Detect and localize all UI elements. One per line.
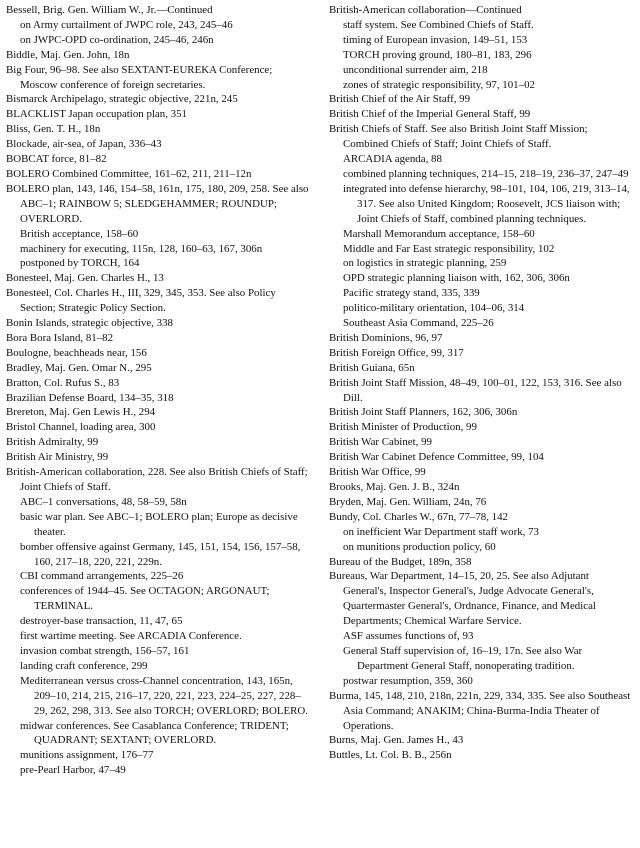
index-subentry: Middle and Far East strategic responsibility, 102 xyxy=(343,242,555,255)
index-subentry: first wartime meeting. See ARCADIA Conference. xyxy=(20,630,242,643)
index-entry: British War Office, 99 xyxy=(329,466,426,479)
index-entry: Brooks, Maj. Gen. J. B., 324n xyxy=(329,481,460,493)
index-entry: Brazilian Defense Board, 134–35, 318 xyxy=(6,391,174,404)
index-column-right xyxy=(329,3,635,763)
index-subentry: CBI command arrangements, 225–26 xyxy=(20,570,184,583)
index-subentry: postwar resumption, 359, 360 xyxy=(343,674,473,687)
index-subentry: Southeast Asia Command, 225–26 xyxy=(343,317,494,330)
index-subentry: ABC–1 conversations, 48, 58–59, 58n xyxy=(20,495,187,508)
index-entry: Bureau of the Budget, 189n, 358 xyxy=(329,555,472,568)
index-subentry: midwar conferences. See Casablanca Conference; TRIDENT; QUADRANT; SEXTANT; OVERLORD. xyxy=(20,719,289,747)
index-entry: British-American collaboration—Continued xyxy=(329,4,522,16)
index-subentry: ARCADIA agenda, 88 xyxy=(343,153,442,166)
index-entry: Bradley, Maj. Gen. Omar N., 295 xyxy=(6,361,152,374)
index-subentry: basic war plan. See ABC–1; BOLERO plan; Europe as decisive theater. xyxy=(20,510,298,538)
index-entry: British Dominions, 96, 97 xyxy=(329,331,443,344)
index-entry: Buttles, Lt. Col. B. B., 256n xyxy=(329,749,452,762)
index-subentry: integrated into defense hierarchy, 98–101, 104, 106, 219, 313–14, 317. See also United Kingdom; Roosevelt, JCS liaison with; Joint Chiefs of Staff, combined planning techniques. xyxy=(343,182,630,225)
index-entry: Blockade, air-sea, of Japan, 336–43 xyxy=(6,138,162,151)
index-entry: Burns, Maj. Gen. James H., 43 xyxy=(329,734,464,747)
index-entry: Bureaus, War Department, 14–15, 20, 25. See also Adjutant General's, Inspector General's, Judge Advocate General's, Quartermaster General's, Ordnance, Finance, and Medical Departments; Chemical Warfare Service. xyxy=(329,570,596,628)
index-subentry: timing of European invasion, 149–51, 153 xyxy=(343,33,528,46)
index-subentry: postponed by TORCH, 164 xyxy=(20,257,140,270)
index-subentry: General Staff supervision of, 16–19, 17n. See also War Department General Staff, nonoperating tradition. xyxy=(343,644,583,672)
index-entry: British Admiralty, 99 xyxy=(6,436,99,449)
index-entry: British War Cabinet Defence Committee, 99, 104 xyxy=(329,451,544,464)
index-entry: British Chief of the Air Staff, 99 xyxy=(329,93,471,106)
index-entry: Bundy, Col. Charles W., 67n, 77–78, 142 xyxy=(329,510,508,523)
index-entry: British War Cabinet, 99 xyxy=(329,436,432,449)
index-entry: British Minister of Production, 99 xyxy=(329,421,477,434)
index-entry: Bristol Channel, loading area, 300 xyxy=(6,421,156,434)
index-subentry: on logistics in strategic planning, 259 xyxy=(343,257,507,270)
index-entry: Bonesteel, Col. Charles H., III, 329, 345, 353. See also Policy Section; Strategic Policy Section. xyxy=(6,287,276,315)
index-subentry: invasion combat strength, 156–57, 161 xyxy=(20,644,190,657)
index-subentry: landing craft conference, 299 xyxy=(20,659,148,672)
index-subentry: TORCH proving ground, 180–81, 183, 296 xyxy=(343,48,532,61)
index-subentry: destroyer-base transaction, 11, 47, 65 xyxy=(20,615,183,628)
index-entry: Bora Bora Island, 81–82 xyxy=(6,331,114,344)
index-subentry: Mediterranean versus cross-Channel concentration, 143, 165n, 209–10, 214, 215, 216–17, 220, 221, 223, 224–25, 227, 228–29, 262, 298, 313. See also TORCH; OVERLORD; BOLERO. xyxy=(20,674,308,717)
index-entry: British Chiefs of Staff. See also British Joint Staff Mission; Combined Chiefs of Staff; Joint Chiefs of Staff. xyxy=(329,123,588,151)
index-entry: BOLERO Combined Committee, 161–62, 211, 211–12n xyxy=(6,167,252,180)
index-entry: British Guiana, 65n xyxy=(329,361,415,374)
index-entry: British Air Ministry, 99 xyxy=(6,451,109,464)
index-entry: Boulogne, beachheads near, 156 xyxy=(6,346,147,359)
index-subentry: British acceptance, 158–60 xyxy=(20,227,139,240)
index-entry: Big Four, 96–98. See also SEXTANT-EUREKA Conference; Moscow conference of foreign secretaries. xyxy=(6,63,273,91)
index-subentry: OPD strategic planning liaison with, 162, 306, 306n xyxy=(343,272,570,285)
index-entry: Bonesteel, Maj. Gen. Charles H., 13 xyxy=(6,272,164,285)
index-entry: British Joint Staff Planners, 162, 306, 306n xyxy=(329,406,518,419)
index-subentry: staff system. See Combined Chiefs of Staff. xyxy=(343,18,534,31)
index-subentry: zones of strategic responsibility, 97, 101–02 xyxy=(343,78,535,91)
index-subentry: machinery for executing, 115n, 128, 160–63, 167, 306n xyxy=(20,242,263,255)
index-entry: Bliss, Gen. T. H., 18n xyxy=(6,123,101,136)
index-subentry: on JWPC-OPD co-ordination, 245–46, 246n xyxy=(20,33,214,46)
index-entry: British Chief of the Imperial General Staff, 99 xyxy=(329,108,531,121)
index-subentry: on munitions production policy, 60 xyxy=(343,540,496,553)
index-subentry: Marshall Memorandum acceptance, 158–60 xyxy=(343,227,535,240)
index-subentry: bomber offensive against Germany, 145, 151, 154, 156, 157–58, 160, 217–18, 220, 221, 229n. xyxy=(20,540,301,568)
index-subentry: combined planning techniques, 214–15, 218–19, 236–37, 247–49 xyxy=(343,167,629,180)
index-entry: British Joint Staff Mission, 48–49, 100–01, 122, 153, 316. See also Dill. xyxy=(329,376,622,404)
index-entry: Burma, 145, 148, 210, 218n, 221n, 229, 334, 335. See also Southeast Asia Command; ANAKIM; China-Burma-India Theater of Operations. xyxy=(329,689,631,732)
index-column-left xyxy=(6,3,310,778)
index-subentry: on inefficient War Department staff work, 73 xyxy=(343,525,540,538)
index-entry: Bessell, Brig. Gen. William W., Jr.—Continued xyxy=(6,4,213,16)
index-entry: Bryden, Maj. Gen. William, 24n, 76 xyxy=(329,495,487,508)
index-entry: Bratton, Col. Rufus S., 83 xyxy=(6,376,120,389)
index-entry: BOBCAT force, 81–82 xyxy=(6,153,107,166)
index-subentry: pre-Pearl Harbor, 47–49 xyxy=(20,764,126,777)
index-subentry: conferences of 1944–45. See OCTAGON; ARGONAUT; TERMINAL. xyxy=(20,585,270,613)
index-subentry: Pacific strategy stand, 335, 339 xyxy=(343,287,480,300)
index-subentry: unconditional surrender aim, 218 xyxy=(343,63,488,76)
index-entry: Biddle, Maj. Gen. John, 18n xyxy=(6,48,130,61)
index-entry: British-American collaboration, 228. See also British Chiefs of Staff; Joint Chiefs of Staff. xyxy=(6,466,308,493)
index-subentry: ASF assumes functions of, 93 xyxy=(343,630,474,643)
index-entry: Bonin Islands, strategic objective, 338 xyxy=(6,317,173,330)
index-entry: Bismarck Archipelago, strategic objective, 221n, 245 xyxy=(6,93,238,106)
index-subentry: on Army curtailment of JWPC role, 243, 245–46 xyxy=(20,18,233,31)
index-entry: BLACKLIST Japan occupation plan, 351 xyxy=(6,108,187,121)
index-entry: British Foreign Office, 99, 317 xyxy=(329,346,464,359)
index-entry: BOLERO plan, 143, 146, 154–58, 161n, 175, 180, 209, 258. See also ABC–1; RAINBOW 5; SLEDGEHAMMER; ROUNDUP; OVERLORD. xyxy=(6,182,309,225)
index-subentry: munitions assignment, 176–77 xyxy=(20,749,154,762)
index-subentry: politico-military orientation, 104–06, 314 xyxy=(343,302,525,315)
index-entry: Brereton, Maj. Gen Lewis H., 294 xyxy=(6,406,156,419)
